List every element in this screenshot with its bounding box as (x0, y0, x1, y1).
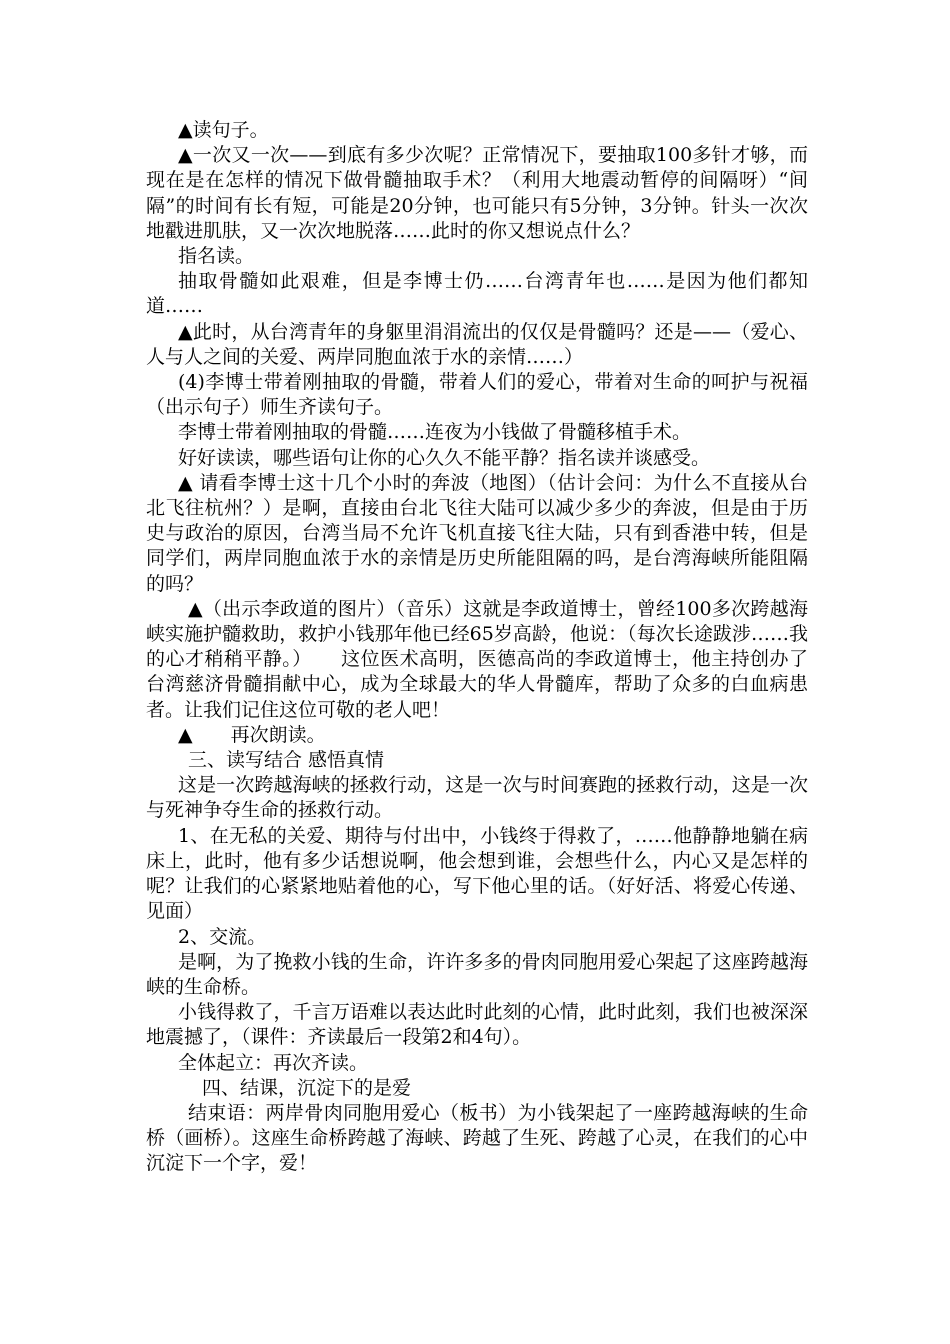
paragraph-closing: 结束语：两岸骨肉同胞用爱心（板书）为小钱架起了一座跨越海峡的生命桥（画桥）。这座生命桥跨越了海峡、跨越了生死、跨越了心灵，在我们的心中沉淀下一个字，爱！ (146, 1101, 808, 1175)
paragraph-extract-marrow: 抽取骨髓如此艰难，但是李博士仍……台湾青年也……是因为他们都知道…… (146, 270, 808, 318)
paragraph-taiwan-youth: ▲此时，从台湾青年的身躯里涓涓流出的仅仅是骨髓吗？还是——（爱心、人与人之间的关爱、两岸同胞血浓于水的亲情……） (146, 320, 808, 368)
paragraph-name-reading: 指名读。 (178, 245, 255, 268)
paragraph-again-and-again: ▲一次又一次——到底有多少次呢？正常情况下，要抽取100多针才够，而现在是在怎样的情况下做骨髓抽取手术？（利用大地震动暂停的间隔呀）“间隔”的时间有长有短，可能是20分钟，也可能只有5分钟，3分钟。针头一次次地戳进肌肤，又一次次地脱落……此时的你又想说点什么？ (146, 144, 808, 242)
paragraph-transplant: 李博士带着刚抽取的骨髓……连夜为小钱做了骨髓移植手术。 (178, 421, 692, 444)
paragraph-stand-up: 全体起立：再次齐读。 (178, 1051, 369, 1074)
paragraph-saved: 小钱得救了，千言万语难以表达此时此刻的心情，此时此刻，我们也被深深地震撼了，（课件：齐读最后一段第2和4句）。 (146, 1001, 808, 1049)
paragraph-map-journey: ▲ 请看李博士这十几个小时的奔波（地图）（估计会问：为什么不直接从台北飞往杭州？）是啊，直接由台北飞往大陆可以减少多少的奔波，但是由于历史与政治的原因，台湾当局不允许飞机直接飞往大陆，只有到香港中转，但是同学们，两岸同胞血浓于水的亲情是历史所能阻隔的吗，是台湾海峡所能阻隔的吗？ (146, 471, 808, 595)
paragraph-read-well: 好好读读，哪些语句让你的心久久不能平静？指名读并谈感受。 (178, 446, 711, 469)
document-body (146, 118, 808, 1177)
paragraph-exchange: 2、交流。 (178, 925, 267, 948)
paragraph-life-bridge: 是啊，为了挽救小钱的生命，许许多多的骨肉同胞用爱心架起了这座跨越海峡的生命桥。 (146, 950, 808, 998)
paragraph-write-heart: 1、在无私的关爱、期待与付出中，小钱终于得救了，……他静静地躺在病床上，此时，他有多少话想说啊，他会想到谁，会想些什么，内心又是怎样的呢？让我们的心紧紧地贴着他的心，写下他心里的话。（好好活、将爱心传递、见面） (146, 824, 808, 923)
section-heading-four: 四、结课，沉淀下的是爱 (202, 1076, 412, 1099)
paragraph-rescue-action: 这是一次跨越海峡的拯救行动，这是一次与时间赛跑的拯救行动，这是一次与死神争夺生命的拯救行动。 (146, 774, 808, 822)
paragraph-doctor-li-4: (4)李博士带着刚抽取的骨髓，带着人们的爱心，带着对生命的呵护与祝福（出示句子）师生齐读句子。 (146, 371, 808, 419)
paragraph-read-sentence: ▲读句子。 (178, 119, 269, 141)
section-heading-three: 三、读写结合 感悟真情 (188, 749, 385, 772)
paragraph-read-again: ▲ 再次朗读。 (178, 723, 326, 746)
paragraph-li-zhengdao: ▲（出示李政道的图片）（音乐）这就是李政道博士，曾经100多次跨越海峡实施护髓救助，救护小钱那年他已经65岁高龄，他说：（每次长途跋涉……我的心才稍稍平静。） 这位医术高明，医德高尚的李政道博士，他主持创办了台湾慈济骨髓捐献中心，成为全球最大的华人骨髓库，帮助了众多的白血病患者。让我们记住这位可敬的老人吧！ (146, 597, 808, 721)
